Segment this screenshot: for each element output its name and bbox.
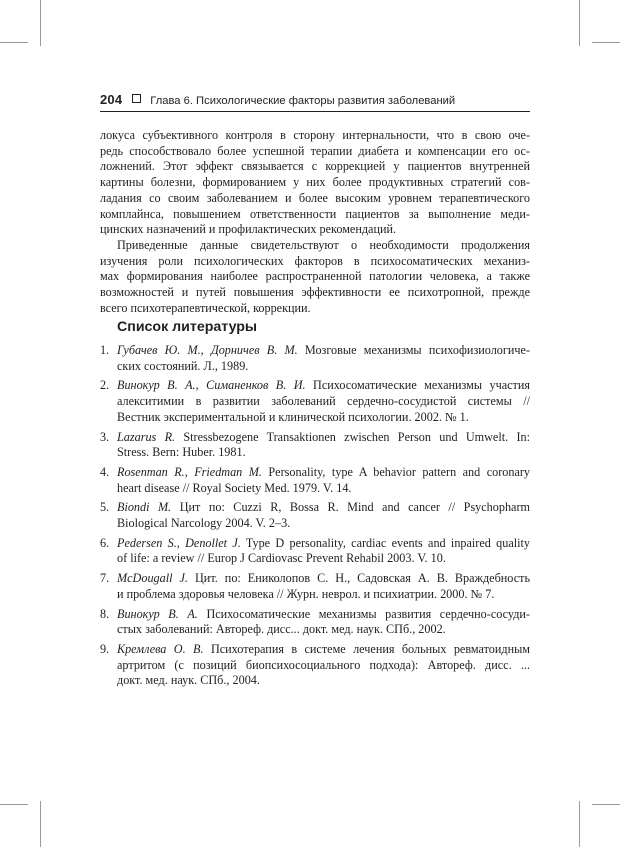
header-rule	[100, 111, 530, 112]
reference-number: 3.	[100, 429, 110, 444]
crop-mark-top-right	[592, 42, 620, 43]
text-line: комплайнса, повышением ответственности пациентов за выполнение меди-	[100, 206, 530, 221]
reference-text: Психосоматические механизмы участия	[313, 378, 531, 393]
text-line: всего психотерапевтической, коррекции.	[100, 300, 311, 315]
reference-number: 6.	[100, 535, 110, 550]
reference-text: Personality, type A behavior pattern and coronary	[268, 464, 531, 479]
reference-number: 7.	[100, 571, 110, 586]
reference-authors: Biondi M.	[117, 500, 172, 515]
reference-item	[100, 536, 530, 567]
reference-authors: Pedersen S., Denollet J.	[117, 535, 241, 550]
reference-authors: Винокур В. А.	[117, 606, 198, 621]
crop-mark-bottom-left	[0, 804, 28, 805]
reference-text: Психотерапия в системе лечения больных ревматоидным	[210, 641, 531, 656]
reference-text: Цит. по: Ениколопов С. Н., Садовская А. В. Враждебность	[195, 571, 531, 586]
reference-number: 8.	[100, 606, 110, 621]
reference-text: артритом (с позиций биопсихосоциального подхода): Автореф. дисс. ...	[117, 657, 530, 672]
reference-text: Мозговые механизмы психофизиологиче-	[304, 343, 531, 357]
reference-authors: Винокур В. А., Симаненков В. И.	[117, 378, 306, 393]
running-header	[100, 92, 530, 110]
text-line: картины болезни, формированием у них более продуктивных стратегий сов-	[100, 175, 530, 190]
body-text	[100, 128, 530, 316]
reference-number: 4.	[100, 464, 110, 479]
text-line: цинских назначений и профилактических рекомендаций.	[100, 222, 397, 237]
text-line: изучения роли психологических факторов в психосоматических механиз-	[100, 253, 530, 268]
crop-mark-bottom-left	[40, 801, 41, 847]
reference-item	[100, 465, 530, 496]
crop-mark-top-right	[579, 0, 580, 46]
crop-mark-top-left	[0, 42, 28, 43]
reference-number: 1.	[100, 343, 110, 357]
reference-authors: Губачев Ю. М., Дорничев В. М.	[117, 343, 298, 357]
page-number: 204	[100, 92, 123, 107]
reference-item	[100, 500, 530, 531]
references-list	[100, 343, 530, 693]
reference-item	[100, 378, 530, 425]
paragraph	[100, 128, 530, 238]
text-line: редь способствовало более успешной терапии диабета и компенсации его ос-	[100, 143, 530, 158]
crop-mark-bottom-right	[579, 801, 580, 847]
reference-text: Biological Narcology 2004. V. 2–3.	[117, 516, 291, 531]
reference-item	[100, 607, 530, 638]
reference-text: алекситимии в развитии заболеваний сердечно-сосудистой системы //	[117, 394, 530, 409]
reference-authors: Rosenman R., Friedman M.	[117, 464, 262, 479]
reference-text: Психосоматические механизмы развития сердечно-сосуди-	[206, 606, 530, 621]
text-line: Приведенные данные свидетельствуют о необходимости продолжения	[117, 237, 530, 252]
text-line: возможностей и путей повышения эффективности ее психотропной, прежде	[100, 285, 530, 300]
reference-text: Stress. Bern: Huber. 1981.	[117, 445, 246, 460]
text-line: ложнений. Этот эффект связывается с коррекцией у пациентов внутренней	[100, 159, 530, 174]
reference-text: и проблема здоровья человека // Журн. неврол. и психиатрии. 2000. № 7.	[117, 586, 495, 601]
reference-text: heart disease // Royal Society Med. 1979. V. 14.	[117, 480, 352, 495]
text-line: локуса субъективного контроля в сторону интернальности, что в свою оче-	[100, 128, 530, 142]
square-bullet-icon	[132, 94, 141, 103]
reference-item	[100, 642, 530, 689]
reference-text: ских состояний. Л., 1989.	[117, 358, 249, 373]
reference-number: 9.	[100, 641, 110, 656]
reference-authors: Lazarus R.	[117, 429, 176, 444]
reference-text: стых заболеваний: Автореф. дисс... докт. мед. наук. СПб., 2002.	[117, 622, 446, 637]
reference-number: 5.	[100, 500, 110, 515]
reference-item	[100, 343, 530, 374]
crop-mark-bottom-right	[592, 804, 620, 805]
chapter-title: Глава 6. Психологические факторы развития заболеваний	[150, 95, 456, 107]
paragraph	[100, 238, 530, 317]
text-line: ладания со своим заболеванием и более высоким уровнем терапевтического	[100, 190, 530, 205]
reference-text: of life: a review // Europ J Cardiovasc Prevent Rehabil 2003. V. 10.	[117, 551, 446, 566]
reference-text: Stressbezogene Transaktionen zwischen Person und Umwelt. In:	[183, 429, 530, 444]
reference-item	[100, 430, 530, 461]
reference-authors: McDougall J.	[117, 571, 188, 586]
reference-text: Type D personality, cardiac events and inpaired quality	[245, 535, 531, 550]
reference-number: 2.	[100, 378, 110, 393]
reference-text: Цит по: Cuzzi R, Bossa R. Mind and cancer // Psychopharm	[179, 500, 531, 515]
reference-text: докт. мед. наук. СПб., 2004.	[117, 673, 260, 688]
crop-mark-top-left	[40, 0, 41, 46]
reference-item	[100, 571, 530, 602]
reference-authors: Кремлева О. В.	[117, 641, 204, 656]
reference-text: Вестник экспериментальной и клинической психологии. 2002. № 1.	[117, 409, 469, 424]
text-line: мах формирования наиболее распространенной патологии человека, а также	[100, 269, 530, 284]
references-heading: Список литературы	[117, 319, 258, 335]
